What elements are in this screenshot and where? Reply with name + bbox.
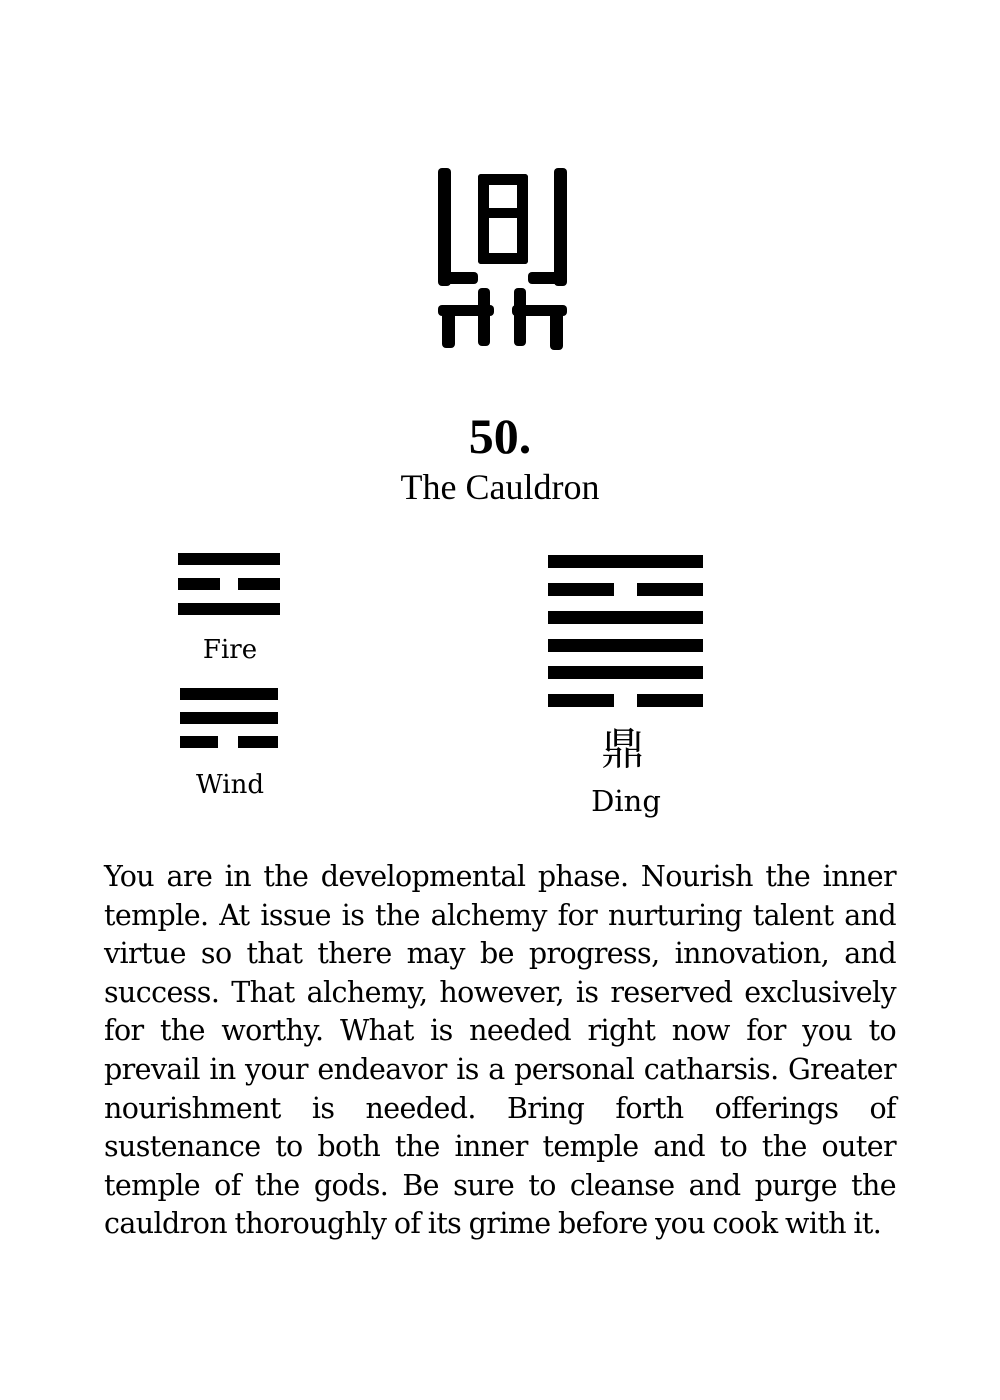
trigram-fire — [178, 553, 280, 615]
reading-paragraph: You are in the developmental phase. Nourish the inner temple. At issue is the alchemy for nurturing talent and virtue so that there may be progress, innovation, and success. That alchemy, however, is reserved exclusively for the worthy. What is needed right now for you to prevail in your endeavor is a personal catharsis. Greater nourishment is needed. Bring forth offerings of sustenance to both the inner temple and to the outer temple of the gods. Be sure to cleanse and purge the cauldron thoroughly of its grime before you cook with it. — [104, 860, 896, 1241]
hexagram-label-ding: Ding — [591, 784, 661, 818]
trigram-wind — [180, 688, 278, 750]
trigram-line-broken — [178, 578, 280, 590]
hexagram-line-broken — [548, 583, 703, 596]
trigram-line-solid — [180, 712, 278, 724]
hexagram-title: The Cauldron — [400, 467, 600, 507]
trigram-label-wind: Wind — [196, 770, 264, 800]
hexagram-line-solid — [548, 555, 703, 568]
hexagram-number: 50. — [468, 408, 532, 464]
trigram-label-fire: Fire — [202, 635, 258, 665]
trigram-line-broken — [180, 736, 278, 748]
hexagram-line-solid — [548, 666, 703, 679]
ding-character — [598, 720, 648, 772]
trigram-line-solid — [180, 688, 278, 700]
hexagram-line-broken — [548, 694, 703, 707]
ding-character-text: 鼎 — [601, 724, 645, 772]
trigram-line-solid — [178, 553, 280, 565]
hexagram-line-solid — [548, 639, 703, 652]
hexagram-ding — [548, 555, 703, 707]
hexagram-line-solid — [548, 611, 703, 624]
ding-seal-script-icon — [430, 160, 575, 355]
trigram-line-solid — [178, 603, 280, 615]
